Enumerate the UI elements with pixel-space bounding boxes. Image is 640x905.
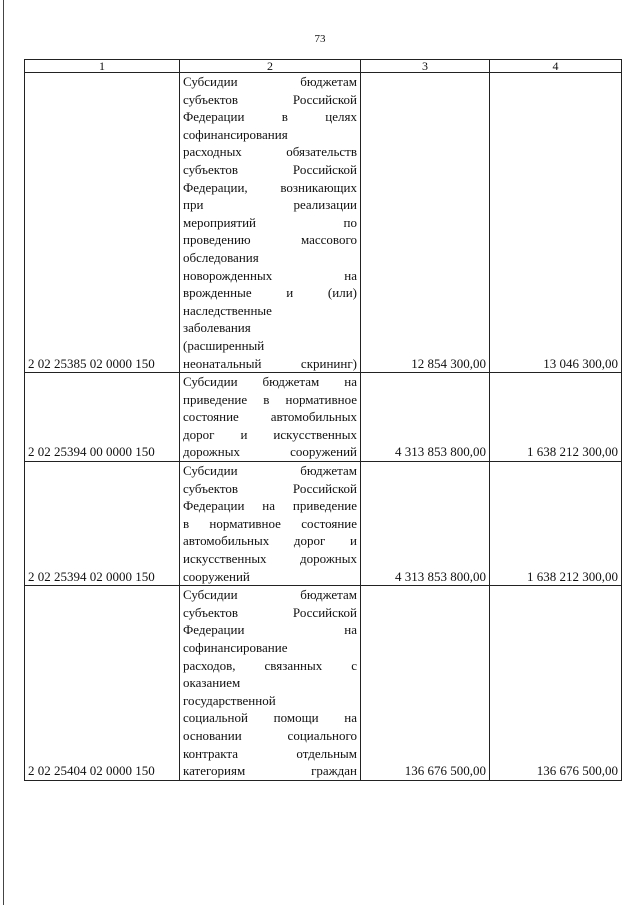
description-line: неонатальный скрининг): [183, 355, 357, 371]
description-line: наследственные: [183, 302, 272, 318]
description-cell: [180, 373, 361, 462]
description-line: приведение в нормативное: [183, 391, 357, 407]
description-line: Федерации на: [183, 622, 357, 638]
page-number: 73: [314, 33, 326, 45]
scan-left-border: [3, 0, 4, 905]
description-line: Федерации в целях: [183, 109, 357, 125]
description-line: социальной помощи на: [183, 710, 357, 726]
description-line: категориям граждан: [183, 763, 357, 779]
description-line: основании социального: [183, 727, 357, 743]
budget-code: 2 02 25394 00 0000 150: [25, 373, 180, 462]
amount-cell: 4 313 853 800,00: [361, 462, 490, 586]
description-line: мероприятий по: [183, 214, 357, 230]
description-line: субъектов Российской: [183, 480, 357, 496]
description-line: состояние автомобильных: [183, 409, 357, 425]
table-row: [25, 586, 622, 781]
description-line: (расширенный: [183, 337, 265, 353]
description-line: Субсидии бюджетам: [183, 587, 357, 603]
column-header: 3: [361, 60, 490, 73]
description-line: субъектов Российской: [183, 161, 357, 177]
description-line: сооружений: [183, 568, 250, 584]
description-line: дорог и искусственных: [183, 426, 357, 442]
description-line: искусственных дорожных: [183, 551, 357, 567]
table-row: [25, 73, 622, 373]
budget-code: 2 02 25385 02 0000 150: [25, 73, 180, 373]
description-line: заболевания: [183, 320, 251, 336]
budget-code: 2 02 25404 02 0000 150: [25, 586, 180, 781]
column-header: 1: [25, 60, 180, 73]
description-line: при реализации: [183, 197, 357, 213]
description-line: в нормативное состояние: [183, 515, 357, 531]
table-row: [25, 373, 622, 462]
amount-cell: 12 854 300,00: [361, 73, 490, 373]
description-line: софинансирования: [183, 126, 288, 142]
description-line: оказанием: [183, 675, 241, 691]
description-line: врожденные и (или): [183, 285, 357, 301]
description-line: Субсидии бюджетам: [183, 463, 357, 479]
amount-cell: 4 313 853 800,00: [361, 373, 490, 462]
table-header-row: [25, 60, 622, 73]
description-cell: [180, 586, 361, 781]
column-header: 2: [180, 60, 361, 73]
description-line: субъектов Российской: [183, 604, 357, 620]
description-line: новорожденных на: [183, 267, 357, 283]
table-row: [25, 462, 622, 586]
description-line: расходных обязательств: [183, 144, 357, 160]
description-line: проведению массового: [183, 232, 357, 248]
description-line: дорожных сооружений: [183, 444, 357, 460]
description-line: Федерации на приведение: [183, 498, 357, 514]
amount-cell: 136 676 500,00: [361, 586, 490, 781]
description-cell: [180, 462, 361, 586]
description-line: государственной: [183, 692, 276, 708]
description-line: софинансирование: [183, 640, 288, 655]
budget-code: 2 02 25394 02 0000 150: [25, 462, 180, 586]
description-line: Субсидии бюджетам: [183, 74, 357, 89]
description-line: Федерации, возникающих: [183, 179, 357, 195]
column-header: 4: [490, 60, 622, 73]
description-line: Субсидии бюджетам на: [183, 374, 357, 390]
description-line: автомобильных дорог и: [183, 533, 357, 549]
description-line: субъектов Российской: [183, 91, 357, 107]
amount-cell: 136 676 500,00: [490, 586, 622, 781]
description-cell: [180, 73, 361, 373]
amount-cell: 1 638 212 300,00: [490, 462, 622, 586]
description-line: обследования: [183, 249, 259, 265]
description-line: контракта отдельным: [183, 745, 357, 761]
amount-cell: 1 638 212 300,00: [490, 373, 622, 462]
amount-cell: 13 046 300,00: [490, 73, 622, 373]
budget-table: [24, 59, 622, 781]
description-line: расходов, связанных с: [183, 657, 357, 673]
